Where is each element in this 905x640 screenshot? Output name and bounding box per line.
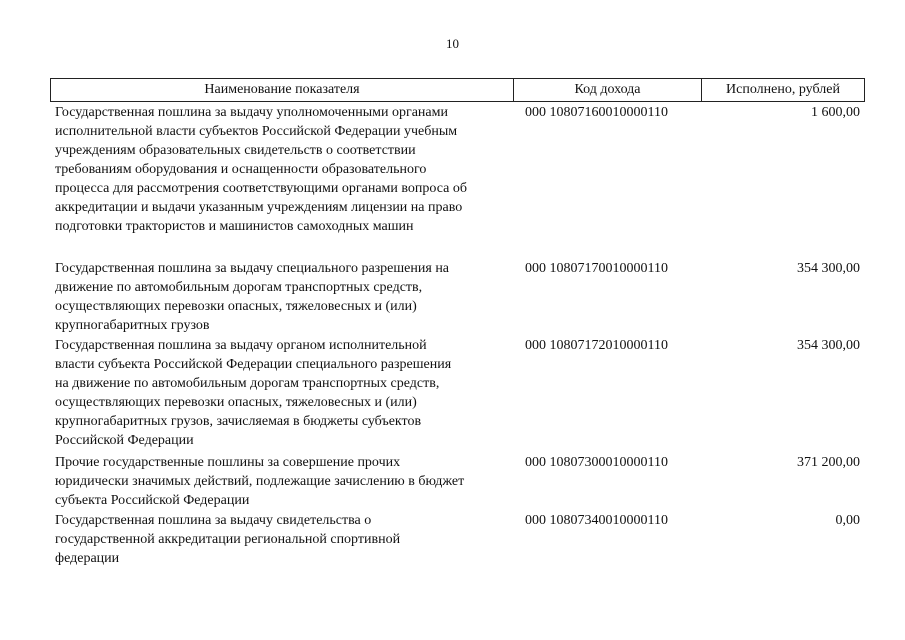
table-header bbox=[50, 78, 865, 102]
page-number: 10 bbox=[446, 36, 459, 51]
row-name: Государственная пошлина за выдачу специального разрешения на движение по автомобильным дорогам транспортных средств, осуществляющих перевозки опасных, тяжеловесных и (или) крупногабаритных грузов bbox=[55, 261, 450, 333]
row-name: Прочие государственные пошлины за совершение прочих юридически значимых действий, подлежащие зачислению в бюджет субъекта Российской Федерации bbox=[55, 455, 465, 508]
row-name: Государственная пошлина за выдачу уполномоченными органами исполнительной власти субъектов Российской Федерации учебным учреждениям образовательных свидетельств о соответствии требованиям оборудования и оснащенности образовательного процесса для рассмотрения соответствующими органами вопроса об аккредитации и выдачи указанным учреждениям лицензии на право подготовки трактористов и машинистов самоходных машин bbox=[55, 105, 467, 234]
header-name: Наименование показателя bbox=[51, 79, 514, 101]
row-amount: 354 300,00 bbox=[797, 261, 860, 276]
row-code: 000 10807172010000110 bbox=[525, 338, 668, 353]
row-code: 000 10807340010000110 bbox=[525, 513, 668, 528]
row-name: Государственная пошлина за выдачу свидетельства о государственной аккредитации региональной спортивной федерации bbox=[55, 513, 401, 566]
row-code: 000 10807160010000110 bbox=[525, 105, 668, 120]
row-code: 000 10807300010000110 bbox=[525, 455, 668, 470]
row-amount: 354 300,00 bbox=[797, 338, 860, 353]
row-amount: 371 200,00 bbox=[797, 455, 860, 470]
header-executed: Исполнено, рублей bbox=[726, 82, 840, 97]
row-code: 000 10807170010000110 bbox=[525, 261, 668, 276]
header-code: Код дохода bbox=[514, 79, 702, 101]
row-amount: 0,00 bbox=[835, 513, 860, 528]
row-amount: 1 600,00 bbox=[811, 105, 860, 120]
row-name: Государственная пошлина за выдачу органом исполнительной власти субъекта Российской Федерации специального разрешения на движение по автомобильным дорогам транспортных средств, осуществляющих перевозки опасных, тяжеловесных и (или) крупногабаритных грузов, зачисляемая в бюджеты субъектов Российской Федерации bbox=[55, 338, 452, 448]
